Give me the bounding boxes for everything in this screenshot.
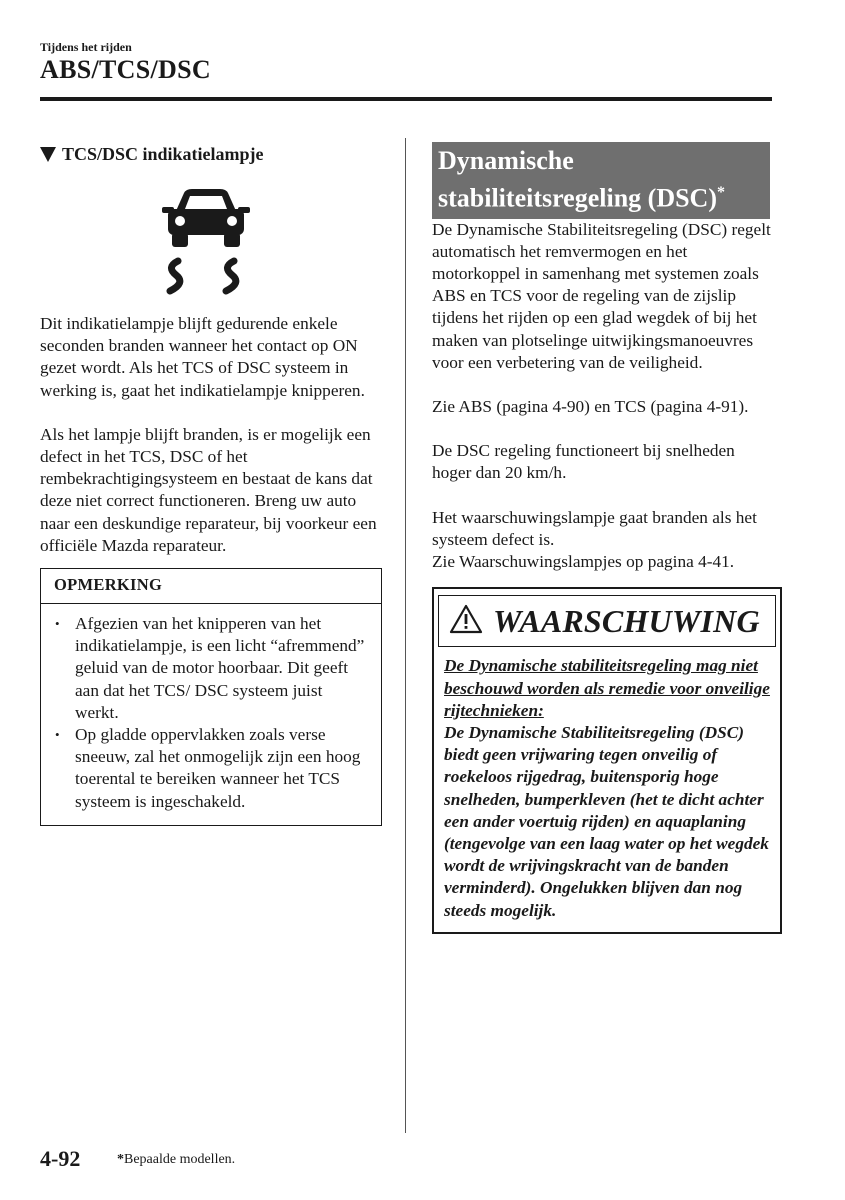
- note-item-text: Op gladde oppervlakken zoals verse sneeuw, zal het onmogelijk zijn een hoog toerental te bereiken wanneer het TCS systeem is ingeschakeld.: [75, 725, 361, 811]
- paragraph-indicator-behavior: Dit indikatielampje blijft gedurende enkele seconden branden wanneer het contact op ON gezet wordt. Als het TCS of DSC systeem in werking is, gaat het indikatielampje knipperen.: [40, 314, 365, 400]
- paragraph-defect: Als het lampje blijft branden, is er mogelijk een defect in het TCS, DSC of het rembekrachtigingsysteem en bestaat de kans dat deze niet correct functioneren. Breng uw auto naar een deskundige reparateur, bij voorkeur een officiële Mazda reparateur.: [40, 424, 377, 555]
- footnote-mark: *: [117, 1152, 124, 1167]
- footnote-marker: *: [717, 184, 725, 201]
- section-label: Tijdens het rijden: [40, 40, 132, 54]
- subsection-heading: [40, 144, 382, 165]
- dsc-paragraph-see-warning-lights: Zie Waarschuwingslampjes op pagina 4-41.: [432, 552, 735, 572]
- header-rule: [40, 97, 772, 101]
- warning-triangle-icon: [449, 604, 483, 639]
- tcs-dsc-skid-car-icon: [156, 187, 256, 295]
- page-number: 4-92: [40, 1146, 81, 1171]
- warning-heading: WAARSCHUWING: [493, 602, 760, 639]
- warning-box: [432, 587, 782, 933]
- page-title: ABS/TCS/DSC: [40, 55, 211, 84]
- note-box: [40, 568, 382, 826]
- right-column: [432, 140, 774, 934]
- footnote: [117, 1152, 235, 1168]
- dsc-title-text: Dynamische stabiliteitsregeling (DSC): [438, 146, 717, 213]
- list-item: [55, 613, 369, 724]
- dsc-paragraph-speed: De DSC regeling functioneert bij snelheden hoger dan 20 km/h.: [432, 441, 735, 483]
- warning-header: [438, 595, 776, 647]
- list-item: [55, 724, 369, 813]
- note-list: [41, 604, 381, 825]
- left-column: [40, 140, 382, 826]
- warning-body-text: De Dynamische Stabiliteitsregeling (DSC) biedt geen vrijwaring tegen onveilig of roekeloos rijgedrag, buitensporig hoge snelheden, bumperkleven (het te dicht achter een ander voertuig rijden) en aquaplaning (tengevolge van een laag water op het wegdek wordt de wrijvingskracht van de banden verminderd). Ongelukken blijven dan nog steeds mogelijk.: [444, 722, 769, 920]
- bullet-dot-icon: •: [55, 727, 60, 743]
- dsc-paragraph-intro: De Dynamische Stabiliteitsregeling (DSC) regelt automatisch het remvermogen en het motorkoppel in samenhang met systemen zoals ABS en TCS voor de regeling van de zijslip tijdens het rijden op een glad wegdek of bij het maken van plotselinge uitwijkingsmanoeuvres voor een verbetering van de veiligheid.: [432, 219, 771, 372]
- dsc-section-title: [432, 142, 770, 219]
- column-divider: [405, 138, 406, 1133]
- note-heading: OPMERKING: [41, 569, 381, 604]
- triangle-bullet-icon: [40, 147, 56, 162]
- dsc-paragraph-reference: Zie ABS (pagina 4-90) en TCS (pagina 4-91).: [432, 397, 749, 417]
- footnote-text: Bepaalde modellen.: [124, 1152, 236, 1167]
- warning-body: [438, 647, 776, 921]
- subsection-title: TCS/DSC indikatielampje: [62, 144, 264, 164]
- bullet-dot-icon: •: [55, 616, 60, 632]
- dsc-paragraph-warning-light: Het waarschuwingslampje gaat branden als het systeem defect is.: [432, 507, 757, 549]
- warning-underlined-text: De Dynamische stabiliteitsregeling mag niet beschouwd worden als remedie voor onveilige rijtechnieken:: [444, 656, 770, 720]
- note-item-text: Afgezien van het knipperen van het indikatielampje, is een licht “afremmend” geluid van de motor hoorbaar. Dit geeft aan dat het TCS/ DSC systeem juist werkt.: [75, 614, 365, 722]
